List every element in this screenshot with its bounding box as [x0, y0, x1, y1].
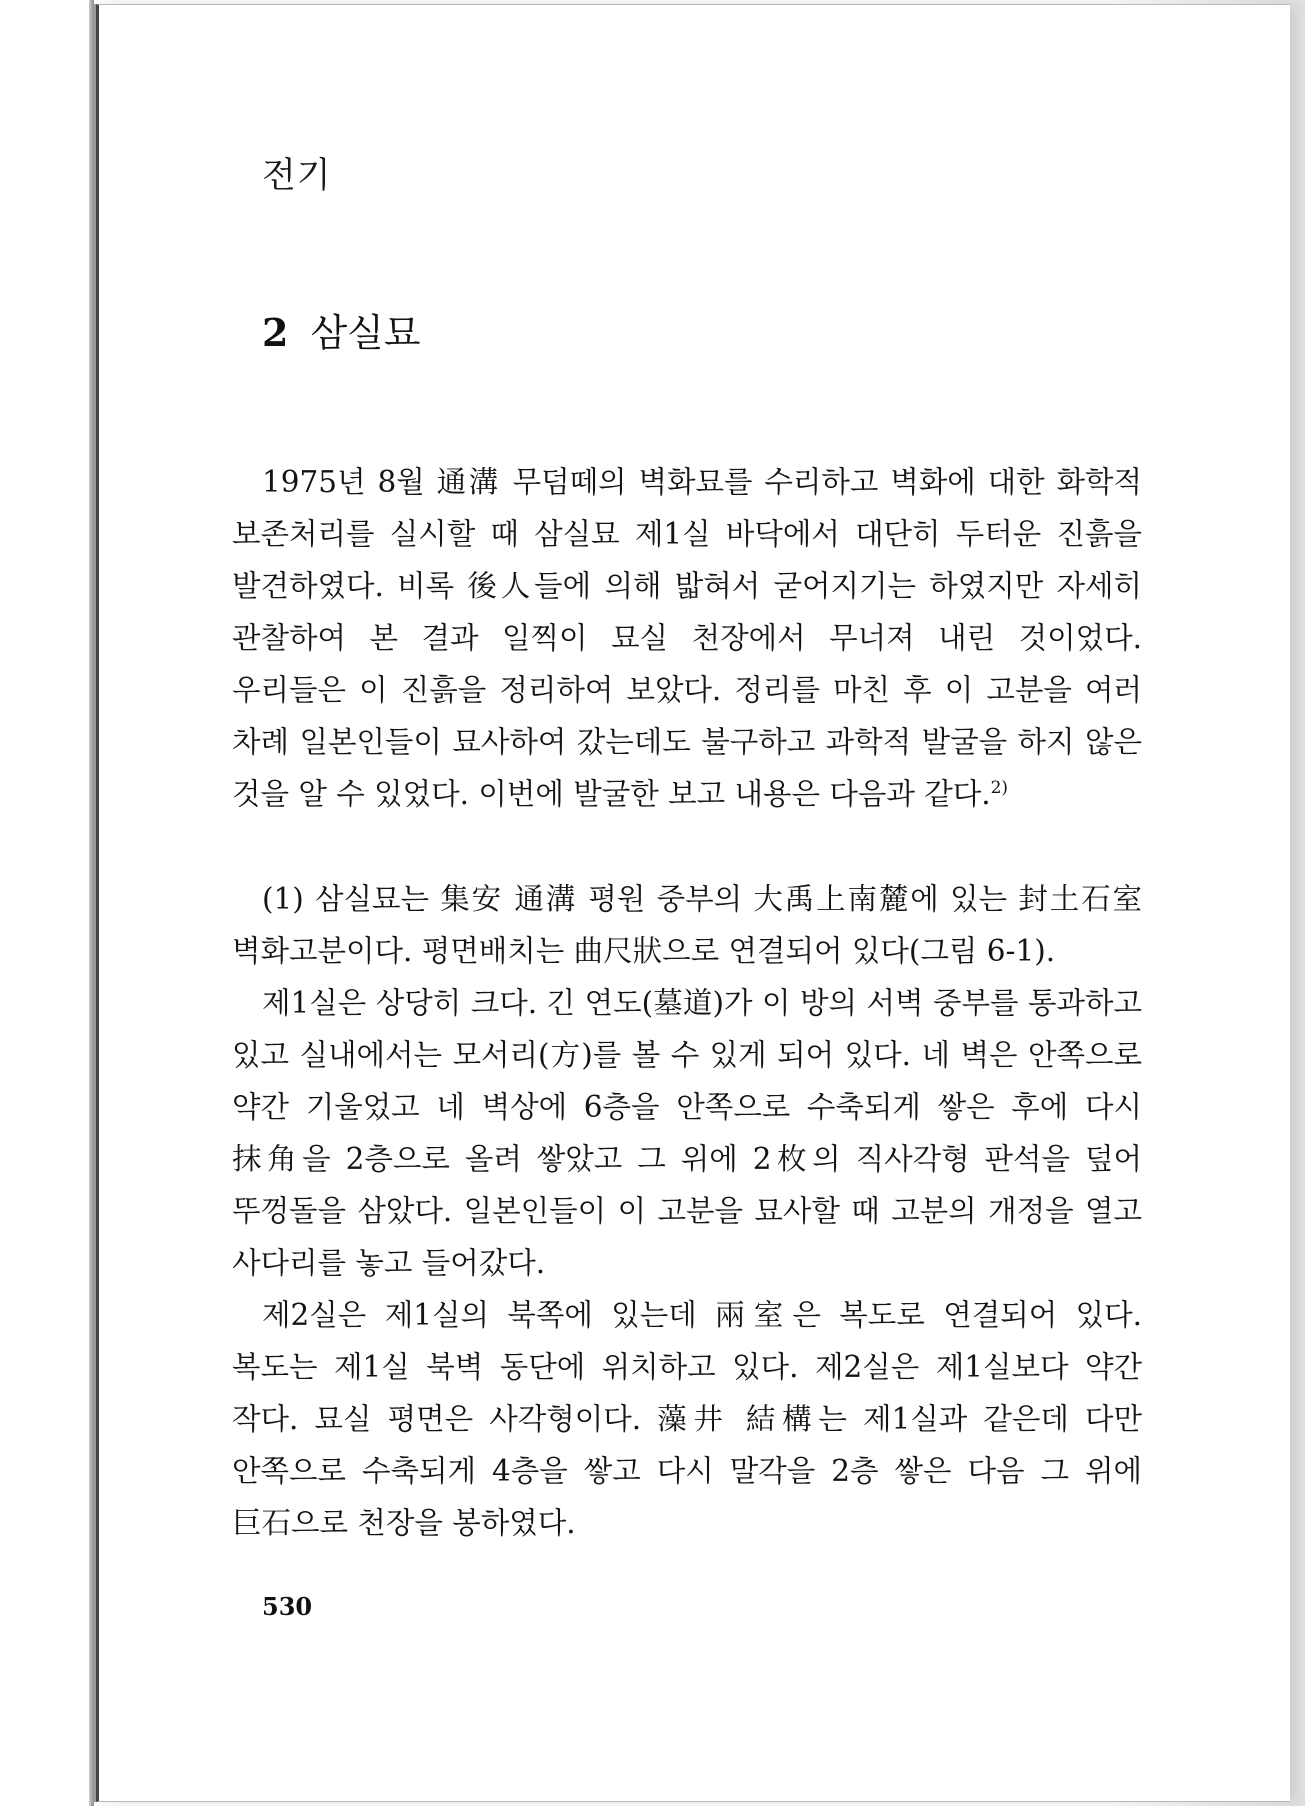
- section-number: 2: [262, 310, 289, 355]
- intro-paragraph: [232, 456, 1142, 820]
- body-block: [232, 873, 1142, 1549]
- section-heading: [262, 302, 421, 357]
- footnote-marker: 2): [990, 778, 1009, 799]
- page-number: 530: [262, 1592, 313, 1621]
- running-head: 전기: [262, 156, 332, 196]
- book-spine-edge: [89, 0, 94, 1806]
- intro-text: 1975년 8월 通溝 무덤떼의 벽화묘를 수리하고 벽화에 대한 화학적 보존처리를 실시할 때 삼실묘 제1실 바닥에서 대단히 두터운 진흙을 발견하였다. 비록 後人들에 의해 밟혀서 굳어지기는 하였지만 자세히 관찰하여 본 결과 일찍이 묘실 천장에서 무너져 내린 것이었다. 우리들은 이 진흙을 정리하여 보았다. 정리를 마친 후 이 고분을 여러 차례 일본인들이 묘사하여 갔는데도 불구하고 과학적 발굴을 하지 않은 것을 알 수 있었다. 이번에 발굴한 보고 내용은 다음과 같다.: [232, 465, 1142, 811]
- section-title: 삼실묘: [310, 311, 421, 355]
- intro-block: [232, 456, 1142, 820]
- room-2-paragraph: 제2실은 제1실의 북쪽에 있는데 兩室은 복도로 연결되어 있다. 복도는 제1실 북벽 동단에 위치하고 있다. 제2실은 제1실보다 약간 작다. 묘실 평면은 사각형이다. 藻井 結構는 제1실과 같은데 다만 안쪽으로 수축되게 4층을 쌓고 다시 말각을 2층 쌓은 다음 그 위에 巨石으로 천장을 봉하였다.: [232, 1298, 1142, 1540]
- item-1-paragraph: (1) 삼실묘는 集安 通溝 평원 중부의 大禹上南麓에 있는 封土石室 벽화고분이다. 평면배치는 曲尺狀으로 연결되어 있다(그림 6-1).: [232, 882, 1142, 968]
- room-1-paragraph: 제1실은 상당히 크다. 긴 연도(墓道)가 이 방의 서벽 중부를 통과하고 있고 실내에서는 모서리(方)를 볼 수 있게 되어 있다. 네 벽은 안쪽으로 약간 기울었고 네 벽상에 6층을 안쪽으로 수축되게 쌓은 후에 다시 抹角을 2층으로 올려 쌓았고 그 위에 2枚의 직사각형 판석을 덮어 뚜껑돌을 삼았다. 일본인들이 이 고분을 묘사할 때 고분의 개정을 열고 사다리를 놓고 들어갔다.: [232, 986, 1142, 1280]
